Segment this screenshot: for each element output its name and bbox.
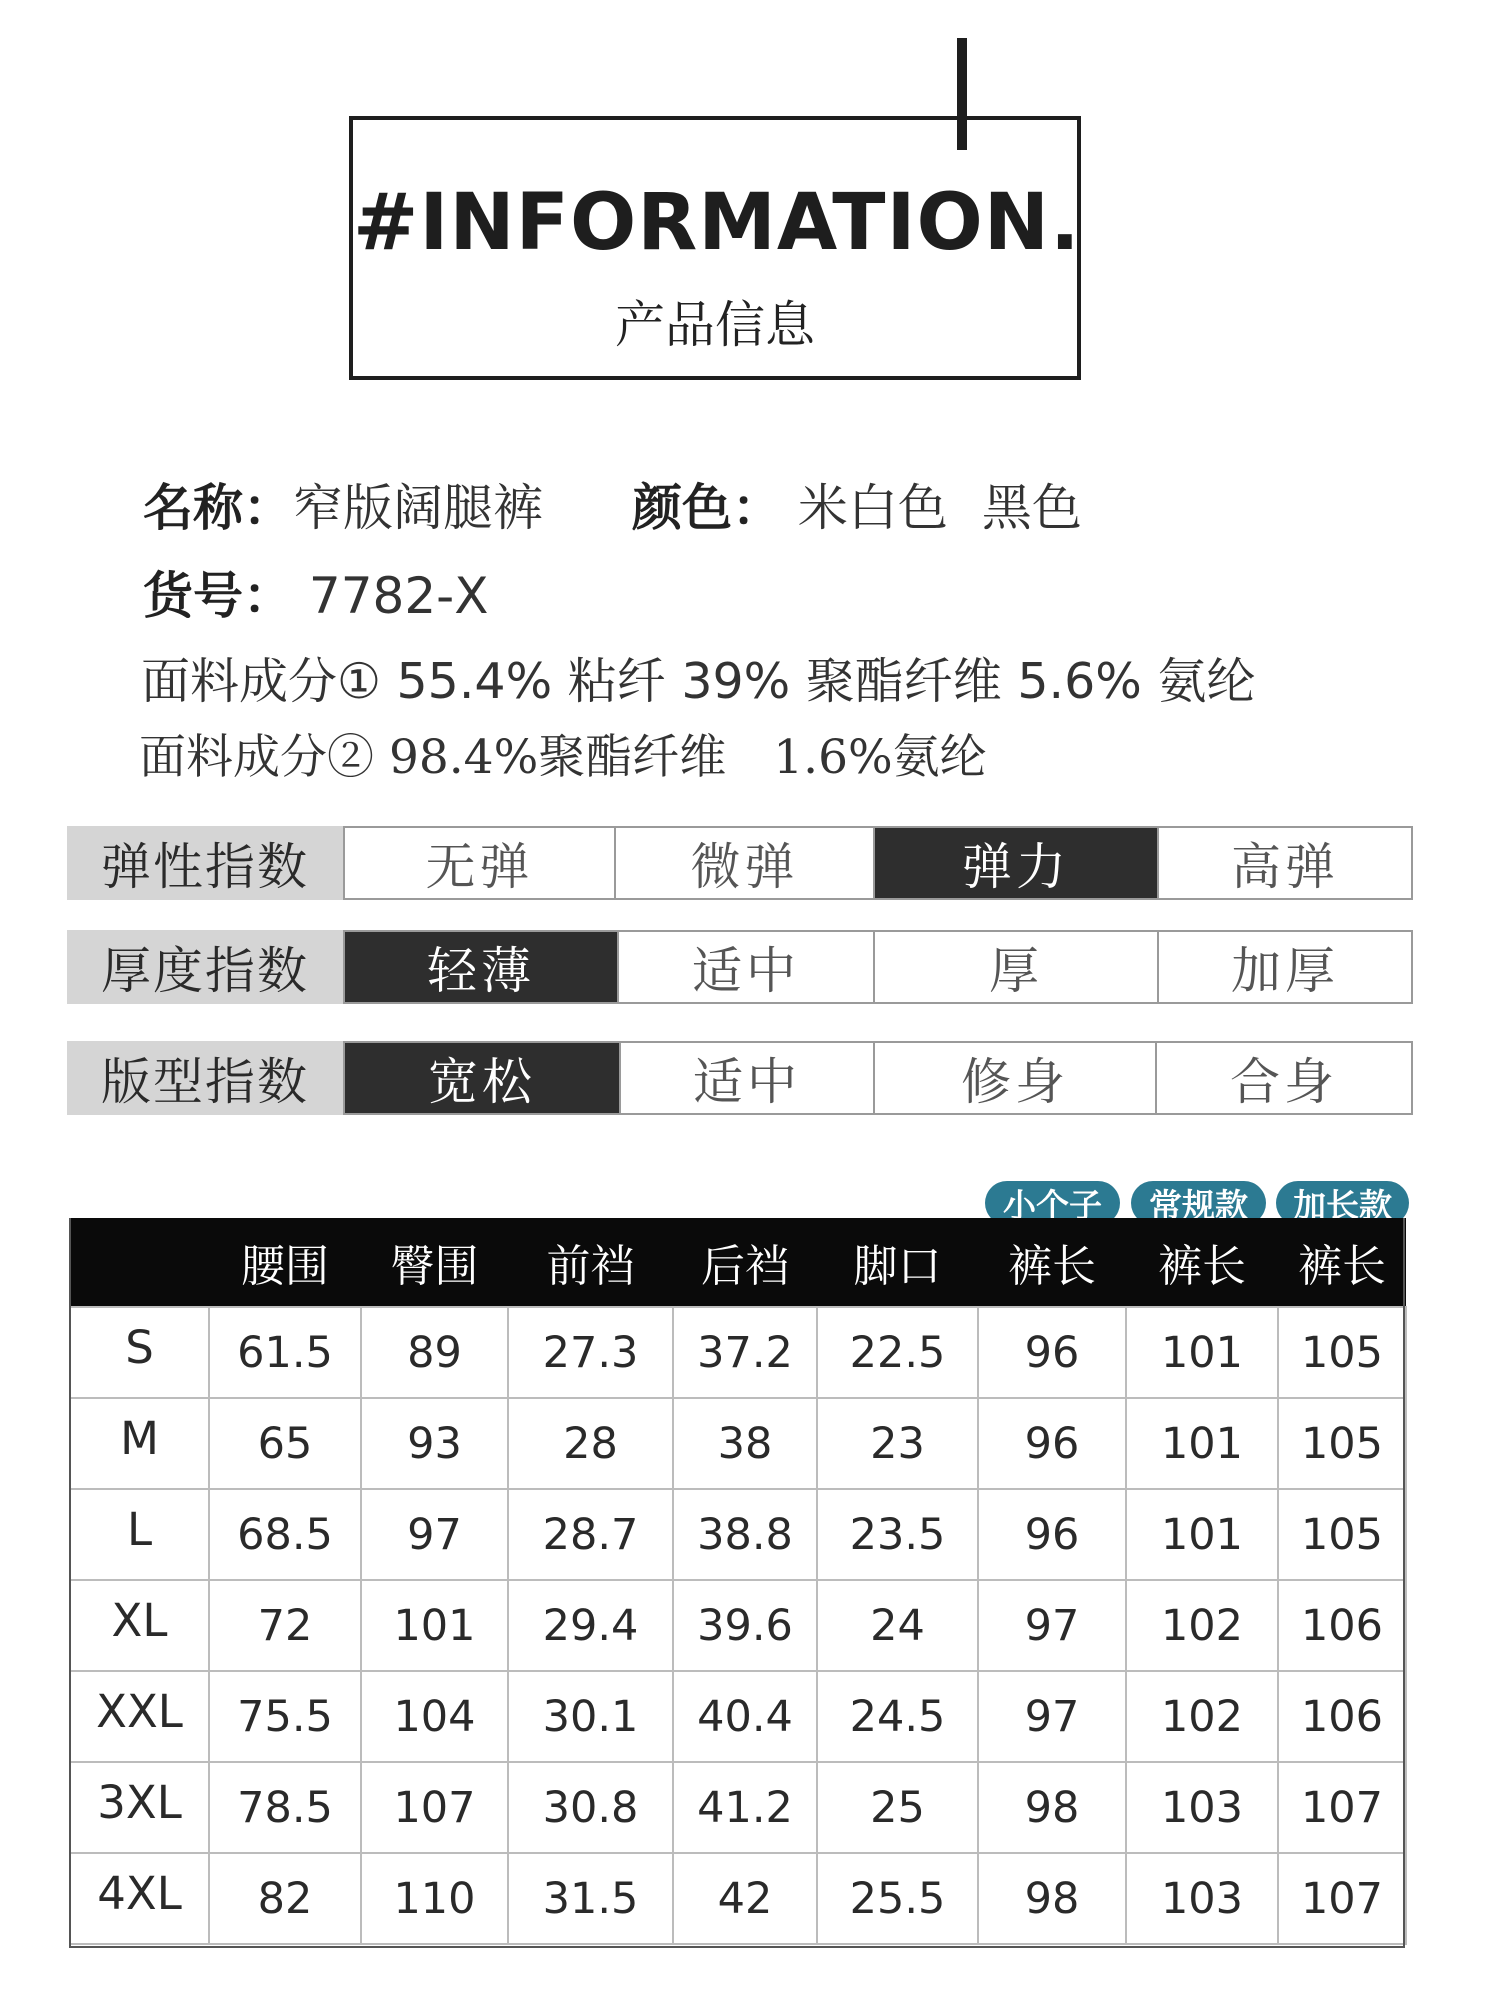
measurement-cell: 68.5 bbox=[209, 1489, 361, 1580]
table-row bbox=[70, 1762, 1406, 1853]
size-label-cell: S bbox=[70, 1307, 209, 1398]
measurement-cell: 101 bbox=[1126, 1398, 1278, 1489]
header-decoration-bar bbox=[957, 38, 967, 150]
measurement-cell: 106 bbox=[1278, 1671, 1406, 1762]
size-table-header-row bbox=[70, 1218, 1406, 1307]
tag-regular: 常规款 bbox=[1131, 1181, 1266, 1225]
index-option: 修身 bbox=[873, 1043, 1155, 1113]
measurement-cell: 101 bbox=[1126, 1307, 1278, 1398]
measurement-cell: 42 bbox=[673, 1853, 817, 1944]
elasticity-index-label: 弹性指数 bbox=[67, 826, 343, 900]
measurement-cell: 72 bbox=[209, 1580, 361, 1671]
table-row bbox=[70, 1853, 1406, 1944]
measurement-cell: 82 bbox=[209, 1853, 361, 1944]
measurement-cell: 107 bbox=[361, 1762, 508, 1853]
index-option: 合身 bbox=[1155, 1043, 1411, 1113]
measurement-cell: 107 bbox=[1278, 1853, 1406, 1944]
index-option-selected: 宽松 bbox=[343, 1043, 619, 1113]
index-option: 厚 bbox=[873, 932, 1157, 1002]
measurement-cell: 101 bbox=[1126, 1489, 1278, 1580]
measurement-cell: 31.5 bbox=[508, 1853, 673, 1944]
product-color-line bbox=[632, 468, 1082, 540]
measurement-cell: 75.5 bbox=[209, 1671, 361, 1762]
measurement-cell: 37.2 bbox=[673, 1307, 817, 1398]
measurement-cell: 93 bbox=[361, 1398, 508, 1489]
measurement-cell: 96 bbox=[978, 1489, 1126, 1580]
size-label-cell: 4XL bbox=[70, 1853, 209, 1944]
product-code-line bbox=[143, 556, 488, 628]
size-label-cell: XXL bbox=[70, 1671, 209, 1762]
size-table-header: 前裆 bbox=[546, 1241, 635, 1292]
product-color-value-2: 黑色 bbox=[981, 479, 1082, 537]
index-option: 适中 bbox=[619, 1043, 873, 1113]
measurement-cell: 104 bbox=[361, 1671, 508, 1762]
measurement-cell: 98 bbox=[978, 1853, 1126, 1944]
product-color-label: 颜色： bbox=[632, 479, 782, 537]
measurement-cell: 97 bbox=[361, 1489, 508, 1580]
measurement-cell: 29.4 bbox=[508, 1580, 673, 1671]
measurement-cell: 97 bbox=[978, 1580, 1126, 1671]
index-option-selected: 轻薄 bbox=[343, 932, 617, 1002]
size-chart-table bbox=[69, 1218, 1407, 1945]
measurement-cell: 24 bbox=[817, 1580, 978, 1671]
measurement-cell: 65 bbox=[209, 1398, 361, 1489]
measurement-cell: 38.8 bbox=[673, 1489, 817, 1580]
size-table-body bbox=[70, 1307, 1406, 1944]
measurement-cell: 103 bbox=[1126, 1762, 1278, 1853]
thickness-index-label: 厚度指数 bbox=[67, 930, 343, 1004]
tag-long: 加长款 bbox=[1276, 1181, 1409, 1225]
size-label-cell: L bbox=[70, 1489, 209, 1580]
page-subtitle: 产品信息 bbox=[615, 296, 815, 354]
fit-index-options bbox=[343, 1041, 1413, 1115]
measurement-cell: 39.6 bbox=[673, 1580, 817, 1671]
fit-index-row bbox=[67, 1041, 1413, 1115]
fit-index-label: 版型指数 bbox=[67, 1041, 343, 1115]
measurement-cell: 25.5 bbox=[817, 1853, 978, 1944]
measurement-cell: 38 bbox=[673, 1398, 817, 1489]
measurement-cell: 89 bbox=[361, 1307, 508, 1398]
index-option: 加厚 bbox=[1157, 932, 1411, 1002]
measurement-cell: 23 bbox=[817, 1398, 978, 1489]
measurement-cell: 110 bbox=[361, 1853, 508, 1944]
size-table-header: 裤长 bbox=[1158, 1241, 1246, 1292]
elasticity-index-row bbox=[67, 826, 1413, 900]
measurement-cell: 40.4 bbox=[673, 1671, 817, 1762]
table-row bbox=[70, 1671, 1406, 1762]
information-header-box bbox=[349, 116, 1081, 380]
measurement-cell: 106 bbox=[1278, 1580, 1406, 1671]
measurement-cell: 105 bbox=[1278, 1398, 1406, 1489]
measurement-cell: 103 bbox=[1126, 1853, 1278, 1944]
size-label-cell: 3XL bbox=[70, 1762, 209, 1853]
thickness-index-options bbox=[343, 930, 1413, 1004]
product-name-label: 名称： bbox=[143, 479, 293, 537]
measurement-cell: 78.5 bbox=[209, 1762, 361, 1853]
measurement-cell: 97 bbox=[978, 1671, 1126, 1762]
measurement-cell: 98 bbox=[978, 1762, 1126, 1853]
size-table-header: 裤长 bbox=[1008, 1241, 1096, 1292]
measurement-cell: 105 bbox=[1278, 1307, 1406, 1398]
measurement-cell: 96 bbox=[978, 1307, 1126, 1398]
product-name-line bbox=[143, 468, 543, 540]
index-option: 微弹 bbox=[614, 828, 873, 898]
measurement-cell: 28.7 bbox=[508, 1489, 673, 1580]
size-table-header: 脚口 bbox=[853, 1241, 942, 1292]
size-table-header: 臀围 bbox=[390, 1241, 479, 1292]
measurement-cell: 25 bbox=[817, 1762, 978, 1853]
measurement-cell: 105 bbox=[1278, 1489, 1406, 1580]
index-option: 高弹 bbox=[1157, 828, 1411, 898]
measurement-cell: 28 bbox=[508, 1398, 673, 1489]
measurement-cell: 96 bbox=[978, 1398, 1126, 1489]
measurement-cell: 24.5 bbox=[817, 1671, 978, 1762]
tag-petite: 小个子 bbox=[985, 1181, 1120, 1225]
product-color-value-1: 米白色 bbox=[797, 479, 948, 537]
measurement-cell: 22.5 bbox=[817, 1307, 978, 1398]
size-table-header bbox=[70, 1218, 209, 1307]
fabric-composition-2: 面料成分② 98.4%聚酯纤维 1.6%氨纶 bbox=[139, 730, 987, 785]
size-label-cell: M bbox=[70, 1398, 209, 1489]
size-table-header: 腰围 bbox=[241, 1241, 329, 1292]
measurement-cell: 27.3 bbox=[508, 1307, 673, 1398]
table-row bbox=[70, 1307, 1406, 1398]
measurement-cell: 102 bbox=[1126, 1671, 1278, 1762]
measurement-cell: 41.2 bbox=[673, 1762, 817, 1853]
page-title: #INFORMATION. bbox=[353, 178, 1081, 268]
table-row bbox=[70, 1489, 1406, 1580]
product-code-label: 货号： bbox=[143, 567, 293, 625]
index-option: 无弹 bbox=[343, 828, 614, 898]
product-code-value: 7782-X bbox=[308, 567, 489, 625]
index-option-selected: 弹力 bbox=[873, 828, 1157, 898]
thickness-index-row bbox=[67, 930, 1413, 1004]
fabric-composition-1: 面料成分① 55.4% 粘纤 39% 聚酯纤维 5.6% 氨纶 bbox=[141, 653, 1256, 710]
measurement-cell: 61.5 bbox=[209, 1307, 361, 1398]
size-table-header: 后裆 bbox=[701, 1241, 789, 1292]
table-row bbox=[70, 1580, 1406, 1671]
product-name-value: 窄版阔腿裤 bbox=[293, 479, 543, 537]
measurement-cell: 102 bbox=[1126, 1580, 1278, 1671]
index-option: 适中 bbox=[617, 932, 873, 1002]
measurement-cell: 30.1 bbox=[508, 1671, 673, 1762]
measurement-cell: 30.8 bbox=[508, 1762, 673, 1853]
table-row bbox=[70, 1398, 1406, 1489]
measurement-cell: 101 bbox=[361, 1580, 508, 1671]
size-label-cell: XL bbox=[70, 1580, 209, 1671]
size-table-header: 裤长 bbox=[1298, 1241, 1386, 1292]
measurement-cell: 107 bbox=[1278, 1762, 1406, 1853]
measurement-cell: 23.5 bbox=[817, 1489, 978, 1580]
elasticity-index-options bbox=[343, 826, 1413, 900]
